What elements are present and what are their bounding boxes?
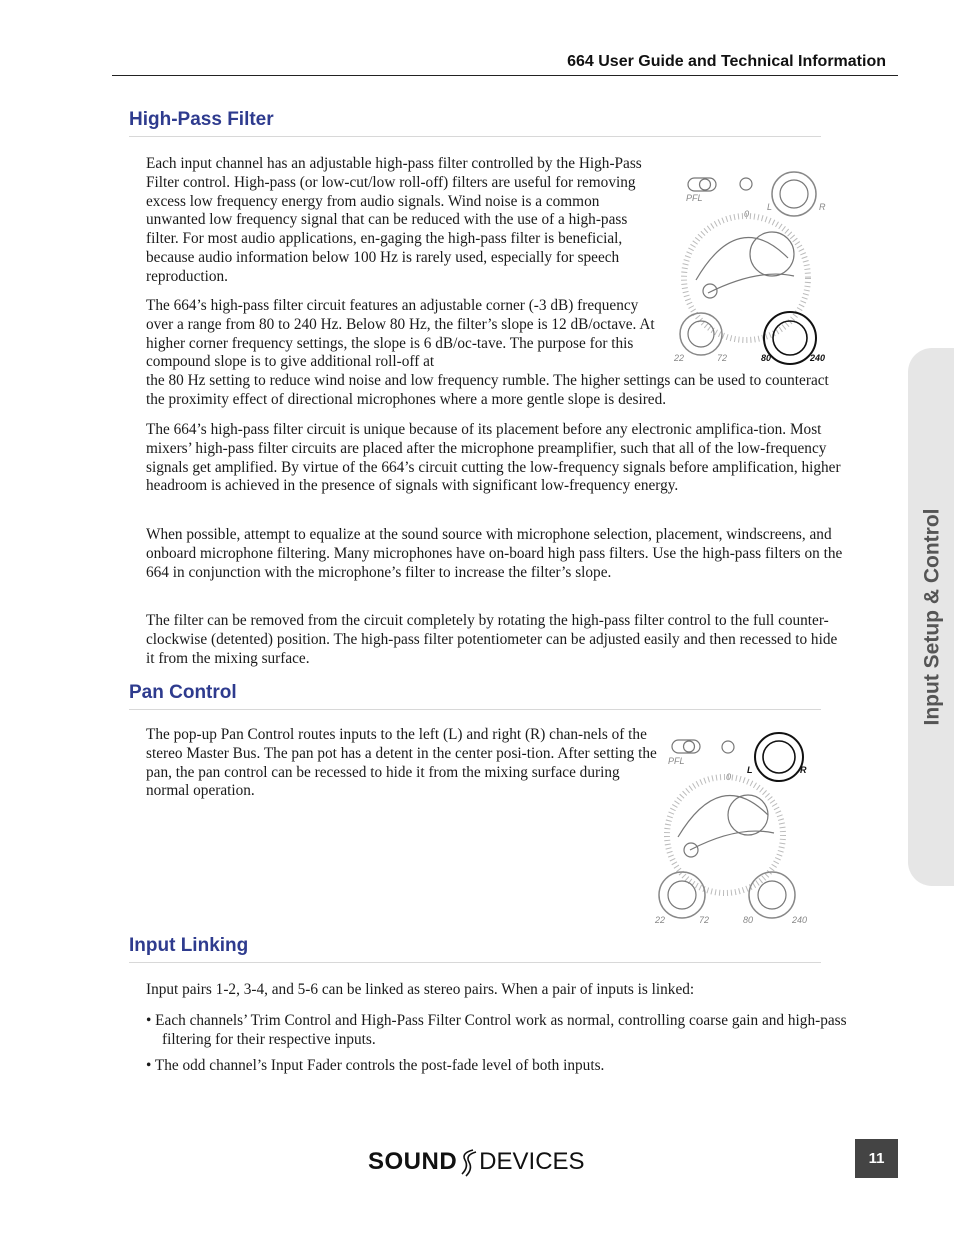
side-tab-label: Input Setup & Control [920,508,943,726]
hpf-heading: High-Pass Filter [129,109,274,130]
hpf-paragraph-5: The filter can be removed from the circuit completely by rotating the high-pass filter control to the full counter-clockwise (detented) position. The high-pass filter potentiometer can be adjusted easily and then recessed to hide it from the mixing surface. [146,612,838,667]
pan-l-label: L [747,765,753,775]
sound-devices-logo [368,1147,585,1177]
pan-zero-label: 0 [726,772,732,782]
link-bullet-2: • The odd channel’s Input Fader controls the post-fade level of both inputs. [146,1057,605,1074]
side-tab-label-wrap [910,348,954,886]
pan-freq-80-label: 80 [743,915,754,925]
r-label: R [819,202,826,212]
freq-80-label: 80 [761,353,772,363]
pan-freq-240-label: 240 [792,915,808,925]
header-rule [112,75,898,76]
logo-light-text: DEVICES [479,1148,585,1175]
freq-72-label: 72 [717,353,728,363]
link-bullet-1: • Each channels’ Trim Control and High-Pass Filter Control work as normal, controlling coarse gain and high-pass filtering for their respective inputs. [146,1012,847,1048]
page-number: 11 [855,1139,898,1178]
logo-swirl-icon [457,1147,479,1177]
pan-r-label: R [800,765,807,775]
pan-freq-72-label: 72 [699,915,710,925]
hpf-rule [129,136,821,137]
link-heading: Input Linking [129,935,249,956]
freq-240-label: 240 [810,353,826,363]
zero-label: 0 [744,209,750,219]
hpf-paragraph-2b: the 80 Hz setting to reduce wind noise and low frequency rumble. The higher settings can be used to counteract the proximity effect of directional microphones where a more gentle slope is desired. [146,372,829,408]
hpf-paragraph-1: Each input channel has an adjustable high-pass filter controlled by the High-Pass Filter control. High-pass (or low-cut/low roll-off) filters are useful for removing excess low frequency energy from audio signals. Wind noise is a common unwanted low frequency signal that can be reduced with the use of a high-pass filter. For most audio applications, en-gaging the high-pass filter is beneficial, because audio information below 100 Hz is rarely used, especially for speech reproduction. [146,155,642,285]
hpf-paragraph-3: The 664’s high-pass filter circuit is unique because of its placement before any electronic amplifica-tion. Most mixers’ high-pass filter circuits are placed after the microphone preamplifier, such that all of the low-frequency signals get amplified. By virtue of the 664’s circuit cutting the low-frequency signals before amplification, higher headroom is achieved in the presence of signals with significant low-frequency energy. [146,421,841,495]
hpf-paragraph-2a: The 664’s high-pass filter circuit features an adjustable corner (-3 dB) frequency over a range from 80 to 240 Hz. Below 80 Hz, the filter’s slope is 12 dB/octave. At higher corner frequency settings, the slope is 6 dB/oc-tave. The purpose for this compound slope is to give additional roll-off at [146,297,655,371]
pan-control-figure [650,727,822,927]
link-rule [129,962,821,963]
hpf-control-figure [668,168,840,368]
pan-heading: Pan Control [129,682,237,703]
freq-22-label: 22 [674,353,685,363]
l-label: L [767,202,773,212]
link-paragraph-1: Input pairs 1-2, 3-4, and 5-6 can be linked as stereo pairs. When a pair of inputs is linked: [146,981,695,998]
logo-bold-text: SOUND [368,1148,458,1175]
pfl-label: PFL [686,193,703,203]
pan-pfl-label: PFL [668,756,685,766]
hpf-paragraph-4: When possible, attempt to equalize at the sound source with microphone selection, placement, windscreens, and onboard microphone filtering. Many microphones have on-board high pass filters. Use the high-pass filters on the 664 in conjunction with the microphone’s filter to increase the filter’s slope. [146,526,843,581]
pan-freq-22-label: 22 [655,915,666,925]
header-title: 664 User Guide and Technical Information [567,53,886,70]
pan-paragraph-1: The pop-up Pan Control routes inputs to the left (L) and right (R) chan-nels of the stereo Master Bus. The pan pot has a detent in the center posi-tion. After setting the pan, the pan control can be recessed to hide it from the mixing surface during normal operation. [146,726,657,800]
pan-rule [129,709,821,710]
